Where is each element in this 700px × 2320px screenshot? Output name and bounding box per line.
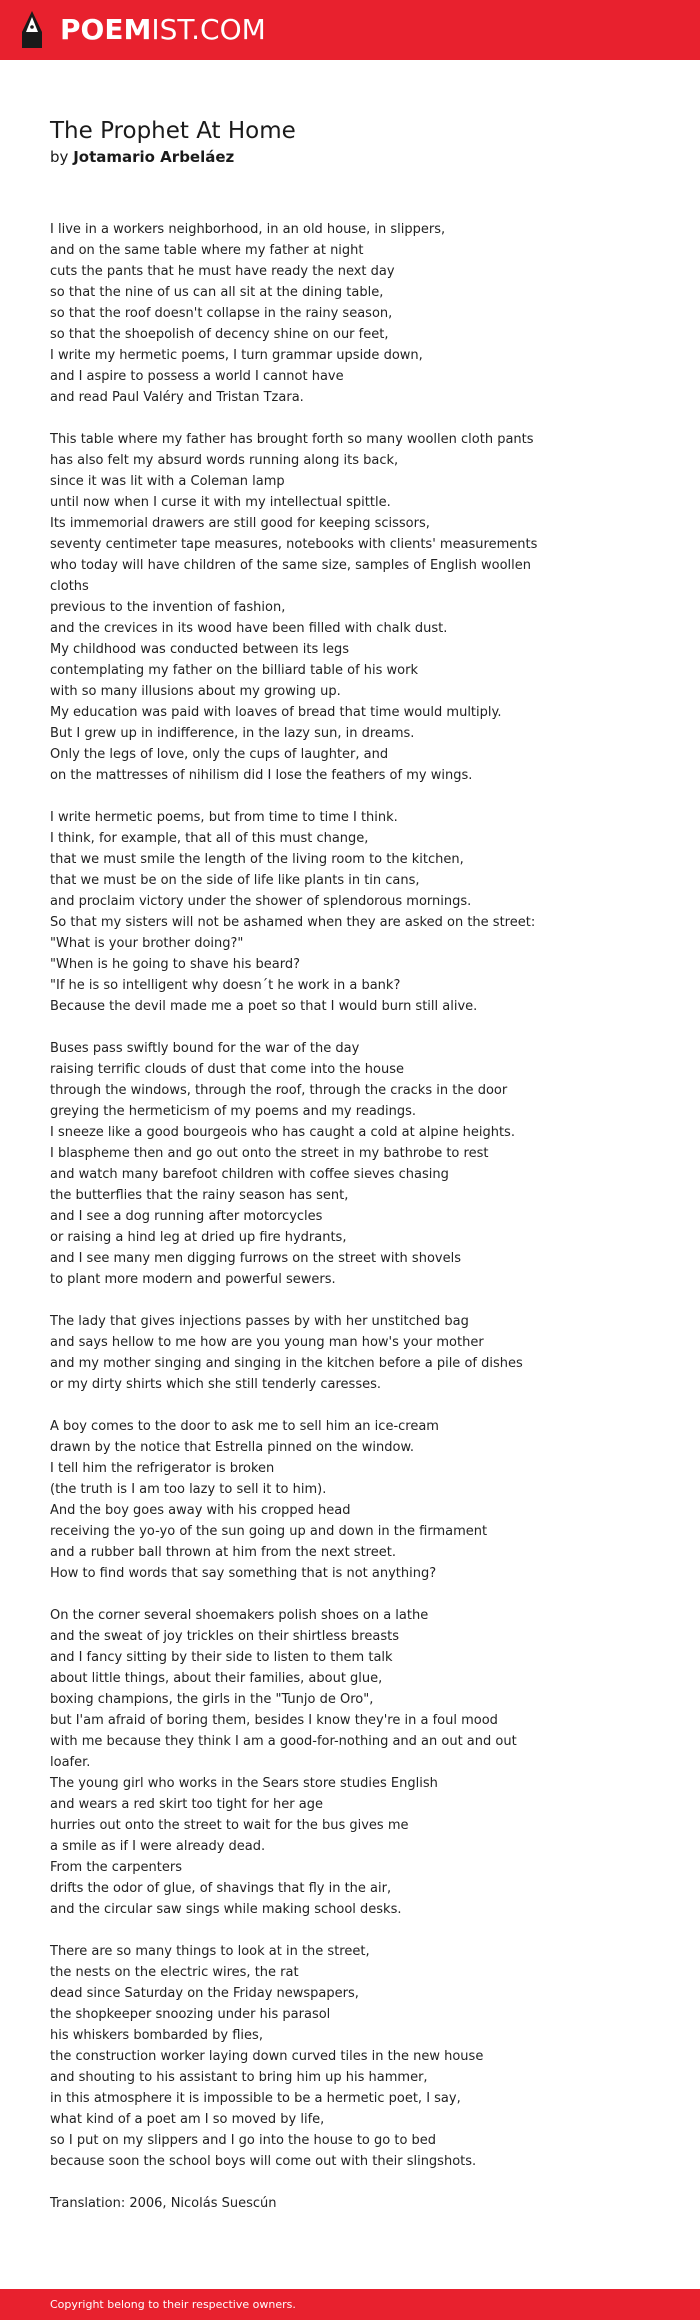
poem-line: "If he is so intelligent why doesn´t he work in a bank?: [50, 978, 401, 993]
poem-line: with me because they think I am a good-for-nothing and an out and out: [50, 1734, 517, 1749]
poem-line: since it was lit with a Coleman lamp: [50, 474, 285, 489]
poem-line: or my dirty shirts which she still tenderly caresses.: [50, 1377, 381, 1392]
poem-line: and on the same table where my father at night: [50, 243, 364, 258]
poem-line: and I see many men digging furrows on the street with shovels: [50, 1251, 461, 1266]
poem-line: raising terrific clouds of dust that come into the house: [50, 1062, 404, 1077]
stanza: [50, 219, 570, 408]
poem-line: and I fancy sitting by their side to listen to them talk: [50, 1650, 393, 1665]
copyright-notice: Copyright belong to their respective owners.: [50, 2298, 296, 2311]
poem-line: Because the devil made me a poet so that I would burn still alive.: [50, 999, 478, 1014]
poem-line: "When is he going to shave his beard?: [50, 957, 300, 972]
stanza: [50, 807, 570, 1017]
poem-line: so I put on my slippers and I go into the house to go to bed: [50, 2133, 437, 2148]
poem-line: his whiskers bombarded by flies,: [50, 2028, 263, 2043]
pen-nib-icon[interactable]: [18, 10, 46, 50]
poem-line: and read Paul Valéry and Tristan Tzara.: [50, 390, 304, 405]
poem-line: and wears a red skirt too tight for her age: [50, 1797, 323, 1812]
poem-line: on the mattresses of nihilism did I lose the feathers of my wings.: [50, 768, 473, 783]
site-footer: [0, 2289, 700, 2320]
poem-line: that we must smile the length of the living room to the kitchen,: [50, 852, 464, 867]
poem-line: and I see a dog running after motorcycles: [50, 1209, 323, 1224]
poem-line: dead since Saturday on the Friday newspapers,: [50, 1986, 359, 2001]
site-header: [0, 0, 700, 60]
poem-line: I write my hermetic poems, I turn grammar upside down,: [50, 348, 423, 363]
poem-line: The young girl who works in the Sears store studies English: [50, 1776, 438, 1791]
poem-line: boxing champions, the girls in the "Tunjo de Oro",: [50, 1692, 374, 1707]
poem-line: because soon the school boys will come out with their slingshots.: [50, 2154, 477, 2169]
poem-line: greying the hermeticism of my poems and my readings.: [50, 1104, 417, 1119]
poem-line: and the circular saw sings while making school desks.: [50, 1902, 402, 1917]
logo-light-text: IST.COM: [151, 13, 266, 46]
poem-line: How to find words that say something that is not anything?: [50, 1566, 437, 1581]
poem-line: I tell him the refrigerator is broken: [50, 1461, 275, 1476]
poem-line: has also felt my absurd words running along its back,: [50, 453, 399, 468]
poem-line: I write hermetic poems, but from time to time I think.: [50, 810, 398, 825]
poem-line: hurries out onto the street to wait for the bus gives me: [50, 1818, 409, 1833]
stanza: [50, 1038, 570, 1290]
poem-line: so that the nine of us can all sit at the dining table,: [50, 285, 384, 300]
poem-line: "What is your brother doing?": [50, 936, 244, 951]
stanza: [50, 1416, 570, 1584]
poem-line: On the corner several shoemakers polish shoes on a lathe: [50, 1608, 429, 1623]
poem-line: And the boy goes away with his cropped head: [50, 1503, 351, 1518]
poem-line: the butterflies that the rainy season has sent,: [50, 1188, 349, 1203]
translation-credit: Translation: 2006, Nicolás Suescún: [50, 2196, 277, 2211]
poem-line: The lady that gives injections passes by with her unstitched bag: [50, 1314, 469, 1329]
poem-line: and my mother singing and singing in the kitchen before a pile of dishes: [50, 1356, 523, 1371]
poem-line: Only the legs of love, only the cups of laughter, and: [50, 747, 389, 762]
poem-line: a smile as if I were already dead.: [50, 1839, 266, 1854]
poem-line: My education was paid with loaves of bread that time would multiply.: [50, 705, 502, 720]
poem-line: cloths: [50, 579, 89, 594]
poem-line: (the truth is I am too lazy to sell it to him).: [50, 1482, 327, 1497]
poem-line: drifts the odor of glue, of shavings that fly in the air,: [50, 1881, 392, 1896]
stanza: [50, 1605, 570, 1920]
poem-line: but I'am afraid of boring them, besides I know they're in a foul mood: [50, 1713, 498, 1728]
poem-line: seventy centimeter tape measures, notebooks with clients' measurements: [50, 537, 538, 552]
poem-line: I live in a workers neighborhood, in an old house, in slippers,: [50, 222, 446, 237]
poem-line: This table where my father has brought forth so many woollen cloth pants: [50, 432, 534, 447]
poem-line: the shopkeeper snoozing under his parasol: [50, 2007, 331, 2022]
site-logo[interactable]: [60, 14, 266, 46]
poem-line: cuts the pants that he must have ready the next day: [50, 264, 395, 279]
poem-line: and shouting to his assistant to bring him up his hammer,: [50, 2070, 428, 2085]
poem-line: Its immemorial drawers are still good for keeping scissors,: [50, 516, 430, 531]
poem-line: that we must be on the side of life like plants in tin cans,: [50, 873, 420, 888]
poem-line: loafer.: [50, 1755, 91, 1770]
poem-line: But I grew up in indifference, in the lazy sun, in dreams.: [50, 726, 415, 741]
by-label: by: [50, 148, 69, 166]
poem-line: to plant more modern and powerful sewers.: [50, 1272, 336, 1287]
poem-line: and I aspire to possess a world I cannot have: [50, 369, 344, 384]
poem-line: From the carpenters: [50, 1860, 182, 1875]
stanza: [50, 429, 570, 786]
poem-line: in this atmosphere it is impossible to be a hermetic poet, I say,: [50, 2091, 461, 2106]
poem-line: who today will have children of the same size, samples of English woollen: [50, 558, 532, 573]
author-name[interactable]: Jotamario Arbeláez: [73, 148, 235, 166]
logo-bold-text: POEM: [60, 13, 152, 46]
poem-line: drawn by the notice that Estrella pinned on the window.: [50, 1440, 415, 1455]
poem-line: through the windows, through the roof, through the cracks in the door: [50, 1083, 508, 1098]
poem-line: I sneeze like a good bourgeois who has caught a cold at alpine heights.: [50, 1125, 515, 1140]
byline: [50, 147, 234, 167]
poem-line: so that the roof doesn't collapse in the rainy season,: [50, 306, 393, 321]
stanza: [50, 1941, 570, 2172]
poem-line: So that my sisters will not be ashamed when they are asked on the street:: [50, 915, 536, 930]
poem-line: until now when I curse it with my intellectual spittle.: [50, 495, 391, 510]
poem-line: receiving the yo-yo of the sun going up and down in the firmament: [50, 1524, 488, 1539]
poem-line: and the crevices in its wood have been filled with chalk dust.: [50, 621, 448, 636]
poem-line: and the sweat of joy trickles on their shirtless breasts: [50, 1629, 399, 1644]
poem-line: and a rubber ball thrown at him from the next street.: [50, 1545, 396, 1560]
poem-line: I blaspheme then and go out onto the street in my bathrobe to rest: [50, 1146, 489, 1161]
poem-line: or raising a hind leg at dried up fire hydrants,: [50, 1230, 347, 1245]
poem-line: A boy comes to the door to ask me to sell him an ice-cream: [50, 1419, 439, 1434]
poem-line: Buses pass swiftly bound for the war of the day: [50, 1041, 360, 1056]
poem-line: and watch many barefoot children with coffee sieves chasing: [50, 1167, 449, 1182]
poem-line: and proclaim victory under the shower of splendorous mornings.: [50, 894, 472, 909]
poem-line: previous to the invention of fashion,: [50, 600, 286, 615]
poem-line: so that the shoepolish of decency shine on our feet,: [50, 327, 389, 342]
poem-line: I think, for example, that all of this must change,: [50, 831, 369, 846]
poem-line: There are so many things to look at in the street,: [50, 1944, 370, 1959]
poem-body: [50, 219, 570, 2214]
poem-line: the nests on the electric wires, the rat: [50, 1965, 299, 1980]
stanza: [50, 1311, 570, 1395]
poem-title: The Prophet At Home: [50, 118, 296, 144]
poem-line: with so many illusions about my growing up.: [50, 684, 341, 699]
poem-line: contemplating my father on the billiard table of his work: [50, 663, 418, 678]
poem-line: the construction worker laying down curved tiles in the new house: [50, 2049, 484, 2064]
poem-line: My childhood was conducted between its legs: [50, 642, 349, 657]
poem-line: what kind of a poet am I so moved by life,: [50, 2112, 325, 2127]
poem-line: about little things, about their families, about glue,: [50, 1671, 383, 1686]
poem-line: and says hellow to me how are you young man how's your mother: [50, 1335, 484, 1350]
